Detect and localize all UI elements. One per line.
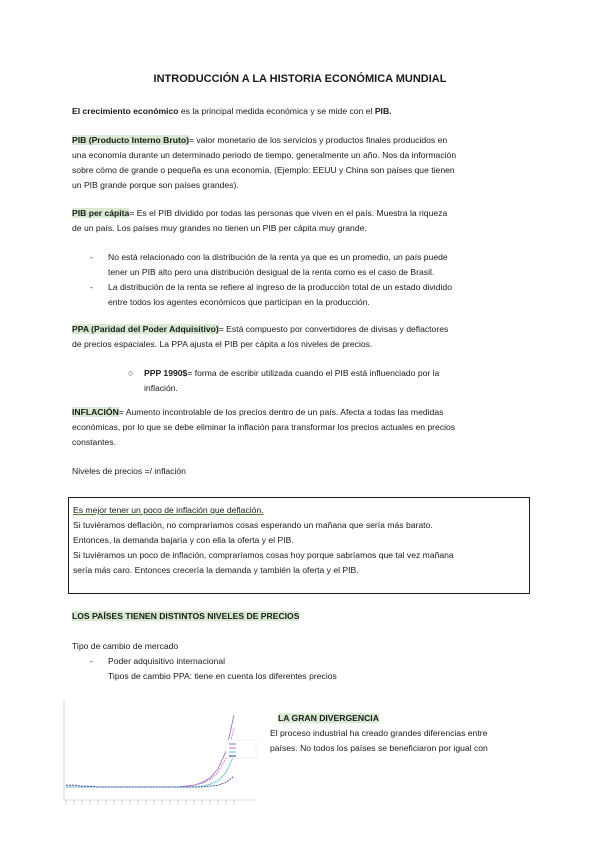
- tick-layer: [66, 800, 234, 804]
- pib-pc-bullets: [90, 250, 530, 310]
- series-line-s3: [66, 756, 234, 788]
- chart-legend: [226, 740, 256, 758]
- series-line-s4: [66, 776, 234, 787]
- exchange-intro: Tipo de cambio de mercado: [72, 641, 179, 651]
- bullet-line: entre todos los agentes económicos que participan en la producción.: [108, 297, 370, 307]
- pib-line-2: sobre cómo de grande o pequeña es una economía. (Ejemplo: EEUU y China son países que tienen: [72, 165, 455, 175]
- box-line: sería más caro. Entonces crecería la demanda y también la oferta y el PIB.: [73, 565, 359, 575]
- pib-pc-term: PIB per cápita: [72, 208, 130, 218]
- ppp-subitem: [128, 366, 528, 396]
- inflation-line-1: económicas, por lo que se debe eliminar la inflación para transformar los precios actuales en precios: [72, 422, 456, 432]
- pib-line-0: = valor monetario de los servicios y productos finales producidos en: [188, 135, 448, 145]
- pib-pc-line-1: de un país. Los países muy grandes no tienen un PIB per cápita muy grande.: [72, 223, 367, 233]
- pib-pc-line-0: = Es el PIB dividido por todas las personas que viven en el país. Muestra la riqueza: [129, 208, 448, 218]
- divergence-chart: [56, 696, 262, 810]
- pib-pc-definition: [72, 206, 528, 236]
- inflation-definition: [72, 405, 528, 450]
- ppp-line-1: = forma de escribir utilizada cuando el PIB está influenciado por la: [187, 368, 440, 378]
- list-item: [72, 654, 528, 684]
- page-title: INTRODUCCIÓN A LA HISTORIA ECONÓMICA MUNDIAL: [153, 73, 447, 85]
- ppa-line-0: = Está compuesto por convertidores de divisas y deflactores: [218, 324, 449, 334]
- exchange-section: [72, 639, 528, 684]
- series-layer: [66, 715, 234, 787]
- inflation-line-0: = Aumento incontrolable de los precios dentro de un país. Afecta a todas las medidas: [118, 407, 444, 417]
- divergence-heading: LA GRAN DIVERGENCIA: [278, 713, 379, 723]
- growth-paragraph: [72, 104, 528, 119]
- list-item: [90, 280, 530, 310]
- box-line: Si tuviéramos deflación, no compraríamos cosas esperando un mañana que sería más barato.: [73, 520, 433, 530]
- bullet-line: La distribución de la renta se refiere al ingreso de la producción total de un estado dividido: [108, 282, 452, 292]
- ppp-term: PPP 1990$: [144, 368, 188, 378]
- growth-text: es la principal medida económica y se mide con el: [178, 106, 375, 116]
- ppa-term: PPA (Paridad del Poder Adquisitivo): [72, 324, 219, 334]
- dash-bullet: -: [90, 282, 93, 292]
- growth-term: El crecimiento económico: [72, 106, 179, 116]
- divergence-section: [270, 711, 530, 756]
- pib-definition: [72, 133, 528, 193]
- box-line: Entonces, la demanda bajaría y con ella la oferta y el PIB.: [73, 535, 294, 545]
- list-item: [90, 250, 530, 280]
- pib-line-1: una economía durante un determinado periodo de tiempo, generalmente un año. Nos da información: [72, 150, 457, 160]
- ppp-line-2: inflación.: [144, 383, 178, 393]
- inflation-term: INFLACIÓN: [72, 407, 119, 417]
- bullet-line: tener un PIB alto pero una distribución desigual de la renta como es el caso de Brasil.: [108, 267, 435, 277]
- exchange-item-2: Tipos de cambio PPA: tiene en cuenta los diferentes precios: [108, 671, 337, 681]
- divergence-line-0: El proceso industrial ha creado grandes diferencias entre: [270, 728, 488, 738]
- bullet-line: No está relacionado con la distribución de la renta ya que es un promedio, un país puede: [108, 252, 448, 262]
- dash-bullet: -: [90, 656, 93, 666]
- divergence-line-1: países. No todos los países se beneficiaron por igual con: [270, 743, 488, 753]
- exchange-item: Poder adquisitivo internacional: [108, 656, 226, 666]
- ppa-line-1: de precios espaciales. La PPA ajusta el PIB per cápita a los niveles de precios.: [72, 339, 373, 349]
- pib-term: PIB (Producto Interno Bruto): [72, 135, 189, 145]
- ppa-definition: [72, 322, 528, 352]
- price-levels-note: Niveles de precios =/ inflación: [72, 466, 186, 476]
- growth-pib: PIB.: [374, 106, 392, 116]
- series-line-s1: [66, 715, 234, 787]
- inflation-line-2: constantes.: [72, 437, 116, 447]
- dash-bullet: -: [90, 252, 93, 262]
- inflation-callout-box: [68, 497, 530, 594]
- box-line: Es mejor tener un poco de inflación que deflación.: [73, 505, 264, 515]
- prices-section: [72, 609, 528, 624]
- pib-line-3: un PIB grande porque son países grandes).: [72, 180, 239, 190]
- circle-bullet-icon: ○: [128, 368, 134, 378]
- prices-heading: LOS PAÍSES TIENEN DISTINTOS NIVELES DE PRECIOS: [72, 611, 300, 621]
- box-line: Si tuviéramos un poco de inflación, compraríamos cosas hoy porque sabríamos que tal vez mañana: [73, 550, 454, 560]
